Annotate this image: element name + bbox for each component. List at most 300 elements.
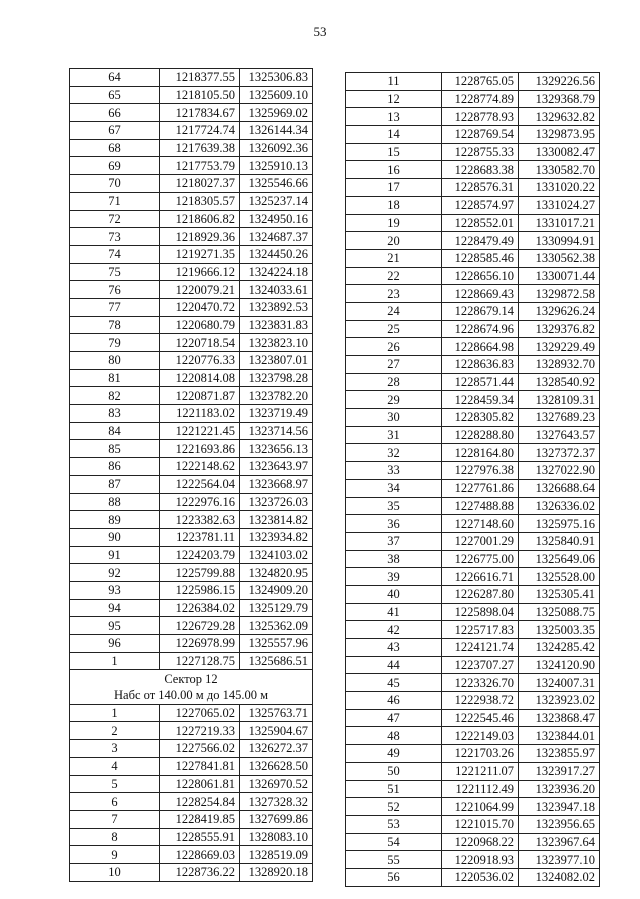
page-number: 53 [313,24,327,39]
x-coordinate-cell: 1228778.93 [442,108,519,126]
y-coordinate-cell: 1330071.44 [519,267,600,285]
x-coordinate-cell: 1227488.88 [442,497,519,515]
point-number-cell: 94 [70,599,160,617]
point-number-cell: 82 [70,387,160,405]
x-coordinate-cell: 1228765.05 [442,73,519,91]
x-coordinate-cell: 1221183.02 [160,405,240,423]
point-number-cell: 4 [70,757,160,775]
table-row [346,196,600,214]
y-coordinate-cell: 1328083.10 [240,828,313,846]
x-coordinate-cell: 1228679.14 [442,302,519,320]
table-row [70,493,313,511]
point-number-cell: 35 [346,497,442,515]
table-row [346,780,600,798]
y-coordinate-cell: 1324285.42 [519,639,600,657]
point-number-cell: 78 [70,316,160,334]
sector-title: Сектор 12 [70,670,313,687]
table-row [346,568,600,586]
right-table-body [346,73,600,887]
point-number-cell: 41 [346,603,442,621]
point-number-cell: 19 [346,214,442,232]
point-number-cell: 74 [70,245,160,263]
y-coordinate-cell: 1326970.52 [240,775,313,793]
point-number-cell: 20 [346,232,442,250]
x-coordinate-cell: 1222938.72 [442,692,519,710]
x-coordinate-cell: 1228552.01 [442,214,519,232]
y-coordinate-cell: 1325975.16 [519,515,600,533]
x-coordinate-cell: 1228769.54 [442,126,519,144]
table-row [70,828,313,846]
point-number-cell: 1 [70,704,160,722]
coordinates-table-left [69,68,313,882]
table-row [346,426,600,444]
x-coordinate-cell: 1222564.04 [160,475,240,493]
y-coordinate-cell: 1323643.97 [240,458,313,476]
table-row [70,475,313,493]
y-coordinate-cell: 1323798.28 [240,369,313,387]
table-row [346,249,600,267]
table-row [346,161,600,179]
x-coordinate-cell: 1217724.74 [160,122,240,140]
point-number-cell: 47 [346,709,442,727]
y-coordinate-cell: 1323823.10 [240,334,313,352]
x-coordinate-cell: 1222148.62 [160,458,240,476]
y-coordinate-cell: 1328519.09 [240,846,313,864]
table-row [346,267,600,285]
x-coordinate-cell: 1220079.21 [160,281,240,299]
point-number-cell: 5 [70,775,160,793]
table-row [70,387,313,405]
y-coordinate-cell: 1328109.31 [519,391,600,409]
point-number-cell: 40 [346,585,442,603]
table-row [346,762,600,780]
point-number-cell: 84 [70,422,160,440]
y-coordinate-cell: 1323967.64 [519,833,600,851]
y-coordinate-cell: 1327328.32 [240,793,313,811]
y-coordinate-cell: 1323714.56 [240,422,313,440]
y-coordinate-cell: 1326336.02 [519,497,600,515]
point-number-cell: 92 [70,564,160,582]
table-row [70,528,313,546]
x-coordinate-cell: 1228459.34 [442,391,519,409]
point-number-cell: 23 [346,285,442,303]
table-row [70,740,313,758]
x-coordinate-cell: 1226775.00 [442,550,519,568]
table-row [346,285,600,303]
x-coordinate-cell: 1220718.54 [160,334,240,352]
y-coordinate-cell: 1329226.56 [519,73,600,91]
table-row [346,868,600,886]
y-coordinate-cell: 1328540.92 [519,373,600,391]
y-coordinate-cell: 1326628.50 [240,757,313,775]
table-row [70,316,313,334]
y-coordinate-cell: 1327699.86 [240,810,313,828]
point-number-cell: 72 [70,210,160,228]
x-coordinate-cell: 1218305.57 [160,192,240,210]
y-coordinate-cell: 1330582.70 [519,161,600,179]
table-row [70,86,313,104]
x-coordinate-cell: 1228571.44 [442,373,519,391]
table-row [70,863,313,881]
table-row [70,263,313,281]
table-row [346,515,600,533]
point-number-cell: 2 [70,722,160,740]
table-row [346,126,600,144]
table-row [70,422,313,440]
y-coordinate-cell: 1327643.57 [519,426,600,444]
y-coordinate-cell: 1329376.82 [519,320,600,338]
point-number-cell: 32 [346,444,442,462]
x-coordinate-cell: 1222545.46 [442,709,519,727]
point-number-cell: 77 [70,298,160,316]
y-coordinate-cell: 1325686.51 [240,652,313,670]
x-coordinate-cell: 1226616.71 [442,568,519,586]
x-coordinate-cell: 1218105.50 [160,86,240,104]
table-row [70,192,313,210]
y-coordinate-cell: 1329872.58 [519,285,600,303]
point-number-cell: 34 [346,479,442,497]
x-coordinate-cell: 1221693.86 [160,440,240,458]
table-row [346,656,600,674]
point-number-cell: 51 [346,780,442,798]
x-coordinate-cell: 1223707.27 [442,656,519,674]
table-row [70,846,313,864]
y-coordinate-cell: 1323844.01 [519,727,600,745]
x-coordinate-cell: 1218027.37 [160,175,240,193]
point-number-cell: 64 [70,69,160,87]
y-coordinate-cell: 1323668.97 [240,475,313,493]
table-row [346,709,600,727]
x-coordinate-cell: 1220536.02 [442,868,519,886]
x-coordinate-cell: 1228664.98 [442,338,519,356]
point-number-cell: 27 [346,356,442,374]
y-coordinate-cell: 1325840.91 [519,532,600,550]
point-number-cell: 65 [70,86,160,104]
point-number-cell: 8 [70,828,160,846]
y-coordinate-cell: 1329229.49 [519,338,600,356]
y-coordinate-cell: 1323868.47 [519,709,600,727]
table-row [70,458,313,476]
x-coordinate-cell: 1228683.38 [442,161,519,179]
point-number-cell: 67 [70,122,160,140]
x-coordinate-cell: 1220871.87 [160,387,240,405]
table-row [70,757,313,775]
x-coordinate-cell: 1220470.72 [160,298,240,316]
table-row [70,281,313,299]
x-coordinate-cell: 1227219.33 [160,722,240,740]
point-number-cell: 12 [346,90,442,108]
table-row [346,73,600,91]
y-coordinate-cell: 1326092.36 [240,139,313,157]
x-coordinate-cell: 1228574.97 [442,196,519,214]
x-coordinate-cell: 1220680.79 [160,316,240,334]
point-number-cell: 70 [70,175,160,193]
x-coordinate-cell: 1228576.31 [442,179,519,197]
y-coordinate-cell: 1325910.13 [240,157,313,175]
y-coordinate-cell: 1326144.34 [240,122,313,140]
x-coordinate-cell: 1223382.63 [160,511,240,529]
y-coordinate-cell: 1330994.91 [519,232,600,250]
y-coordinate-cell: 1324082.02 [519,868,600,886]
x-coordinate-cell: 1221015.70 [442,815,519,833]
point-number-cell: 96 [70,635,160,653]
point-number-cell: 14 [346,126,442,144]
x-coordinate-cell: 1220968.22 [442,833,519,851]
point-number-cell: 54 [346,833,442,851]
y-coordinate-cell: 1325609.10 [240,86,313,104]
x-coordinate-cell: 1228656.10 [442,267,519,285]
x-coordinate-cell: 1228585.46 [442,249,519,267]
x-coordinate-cell: 1228774.89 [442,90,519,108]
point-number-cell: 73 [70,228,160,246]
table-row [346,90,600,108]
table-row [346,356,600,374]
x-coordinate-cell: 1217753.79 [160,157,240,175]
point-number-cell: 29 [346,391,442,409]
y-coordinate-cell: 1323892.53 [240,298,313,316]
y-coordinate-cell: 1325546.66 [240,175,313,193]
point-number-cell: 24 [346,302,442,320]
y-coordinate-cell: 1325362.09 [240,617,313,635]
point-number-cell: 33 [346,462,442,480]
table-row [346,851,600,869]
point-number-cell: 86 [70,458,160,476]
table-row [70,175,313,193]
point-number-cell: 49 [346,745,442,763]
x-coordinate-cell: 1228736.22 [160,863,240,881]
x-coordinate-cell: 1220918.93 [442,851,519,869]
y-coordinate-cell: 1324120.90 [519,656,600,674]
table-row [346,745,600,763]
point-number-cell: 39 [346,568,442,586]
table-row [70,704,313,722]
point-number-cell: 68 [70,139,160,157]
y-coordinate-cell: 1331024.27 [519,196,600,214]
y-coordinate-cell: 1323956.65 [519,815,600,833]
table-row [346,550,600,568]
point-number-cell: 87 [70,475,160,493]
y-coordinate-cell: 1323855.97 [519,745,600,763]
point-number-cell: 75 [70,263,160,281]
x-coordinate-cell: 1223781.11 [160,528,240,546]
y-coordinate-cell: 1325649.06 [519,550,600,568]
y-coordinate-cell: 1330082.47 [519,143,600,161]
y-coordinate-cell: 1324820.95 [240,564,313,582]
coordinates-table-right [345,72,600,887]
table-row [70,775,313,793]
x-coordinate-cell: 1228305.82 [442,409,519,427]
table-row [346,320,600,338]
point-number-cell: 71 [70,192,160,210]
point-number-cell: 56 [346,868,442,886]
table-row [70,581,313,599]
point-number-cell: 93 [70,581,160,599]
x-coordinate-cell: 1228164.80 [442,444,519,462]
y-coordinate-cell: 1324007.31 [519,674,600,692]
x-coordinate-cell: 1221703.26 [442,745,519,763]
point-number-cell: 89 [70,511,160,529]
x-coordinate-cell: 1218929.36 [160,228,240,246]
table-row [70,546,313,564]
x-coordinate-cell: 1227976.38 [442,462,519,480]
table-row [70,511,313,529]
point-number-cell: 21 [346,249,442,267]
table-row [70,298,313,316]
point-number-cell: 28 [346,373,442,391]
table-row [346,585,600,603]
y-coordinate-cell: 1324950.16 [240,210,313,228]
table-row [346,462,600,480]
point-number-cell: 79 [70,334,160,352]
point-number-cell: 45 [346,674,442,692]
point-number-cell: 48 [346,727,442,745]
point-number-cell: 95 [70,617,160,635]
table-row [70,635,313,653]
left-table-body-bottom [70,704,313,881]
x-coordinate-cell: 1228479.49 [442,232,519,250]
x-coordinate-cell: 1224121.74 [442,639,519,657]
point-number-cell: 88 [70,493,160,511]
point-number-cell: 15 [346,143,442,161]
table-row [70,405,313,423]
y-coordinate-cell: 1326272.37 [240,740,313,758]
point-number-cell: 85 [70,440,160,458]
table-row [346,692,600,710]
y-coordinate-cell: 1328932.70 [519,356,600,374]
x-coordinate-cell: 1226729.28 [160,617,240,635]
point-number-cell: 42 [346,621,442,639]
point-number-cell: 50 [346,762,442,780]
table-row [346,603,600,621]
table-row [70,599,313,617]
x-coordinate-cell: 1227148.60 [442,515,519,533]
y-coordinate-cell: 1324687.37 [240,228,313,246]
point-number-cell: 44 [346,656,442,674]
table-row [70,69,313,87]
y-coordinate-cell: 1326688.64 [519,479,600,497]
x-coordinate-cell: 1225799.88 [160,564,240,582]
y-coordinate-cell: 1323814.82 [240,511,313,529]
y-coordinate-cell: 1323807.01 [240,352,313,370]
x-coordinate-cell: 1221221.45 [160,422,240,440]
table-row [70,617,313,635]
point-number-cell: 1 [70,652,160,670]
table-row [70,564,313,582]
sector-height-range: Набс от 140.00 м до 145.00 м [70,687,313,704]
table-row [346,833,600,851]
table-row [346,497,600,515]
table-row [346,798,600,816]
x-coordinate-cell: 1227001.29 [442,532,519,550]
x-coordinate-cell: 1227065.02 [160,704,240,722]
x-coordinate-cell: 1218377.55 [160,69,240,87]
x-coordinate-cell: 1218606.82 [160,210,240,228]
x-coordinate-cell: 1221112.49 [442,780,519,798]
table-row [70,139,313,157]
point-number-cell: 43 [346,639,442,657]
x-coordinate-cell: 1228636.83 [442,356,519,374]
y-coordinate-cell: 1329873.95 [519,126,600,144]
point-number-cell: 53 [346,815,442,833]
y-coordinate-cell: 1325305.41 [519,585,600,603]
table-row [346,444,600,462]
y-coordinate-cell: 1328920.18 [240,863,313,881]
table-row [70,122,313,140]
y-coordinate-cell: 1323934.82 [240,528,313,546]
left-table-body-top [70,69,313,670]
y-coordinate-cell: 1325129.79 [240,599,313,617]
table-row [346,338,600,356]
y-coordinate-cell: 1324103.02 [240,546,313,564]
point-number-cell: 83 [70,405,160,423]
sector-header [70,670,313,704]
y-coordinate-cell: 1323923.02 [519,692,600,710]
sector-title-row [70,670,313,687]
x-coordinate-cell: 1228419.85 [160,810,240,828]
x-coordinate-cell: 1227761.86 [442,479,519,497]
table-row [346,143,600,161]
table-row [346,621,600,639]
y-coordinate-cell: 1327022.90 [519,462,600,480]
y-coordinate-cell: 1331020.22 [519,179,600,197]
table-row [346,108,600,126]
y-coordinate-cell: 1329632.82 [519,108,600,126]
table-row [346,179,600,197]
point-number-cell: 31 [346,426,442,444]
y-coordinate-cell: 1327689.23 [519,409,600,427]
point-number-cell: 10 [70,863,160,881]
y-coordinate-cell: 1323977.10 [519,851,600,869]
point-number-cell: 36 [346,515,442,533]
point-number-cell: 69 [70,157,160,175]
point-number-cell: 26 [346,338,442,356]
x-coordinate-cell: 1226978.99 [160,635,240,653]
y-coordinate-cell: 1324450.26 [240,245,313,263]
point-number-cell: 7 [70,810,160,828]
table-row [70,722,313,740]
table-row [346,232,600,250]
y-coordinate-cell: 1323656.13 [240,440,313,458]
table-row [70,334,313,352]
table-row [70,210,313,228]
table-row [70,793,313,811]
x-coordinate-cell: 1217834.67 [160,104,240,122]
y-coordinate-cell: 1324033.61 [240,281,313,299]
x-coordinate-cell: 1217639.38 [160,139,240,157]
table-row [70,245,313,263]
y-coordinate-cell: 1325088.75 [519,603,600,621]
y-coordinate-cell: 1323831.83 [240,316,313,334]
y-coordinate-cell: 1325528.00 [519,568,600,586]
y-coordinate-cell: 1325763.71 [240,704,313,722]
point-number-cell: 76 [70,281,160,299]
point-number-cell: 13 [346,108,442,126]
x-coordinate-cell: 1220776.33 [160,352,240,370]
point-number-cell: 16 [346,161,442,179]
y-coordinate-cell: 1323917.27 [519,762,600,780]
table-row [346,532,600,550]
table-row [70,104,313,122]
point-number-cell: 52 [346,798,442,816]
x-coordinate-cell: 1225898.04 [442,603,519,621]
x-coordinate-cell: 1225717.83 [442,621,519,639]
point-number-cell: 9 [70,846,160,864]
x-coordinate-cell: 1219666.12 [160,263,240,281]
y-coordinate-cell: 1325306.83 [240,69,313,87]
y-coordinate-cell: 1324909.20 [240,581,313,599]
sector-range-row [70,687,313,704]
y-coordinate-cell: 1329368.79 [519,90,600,108]
